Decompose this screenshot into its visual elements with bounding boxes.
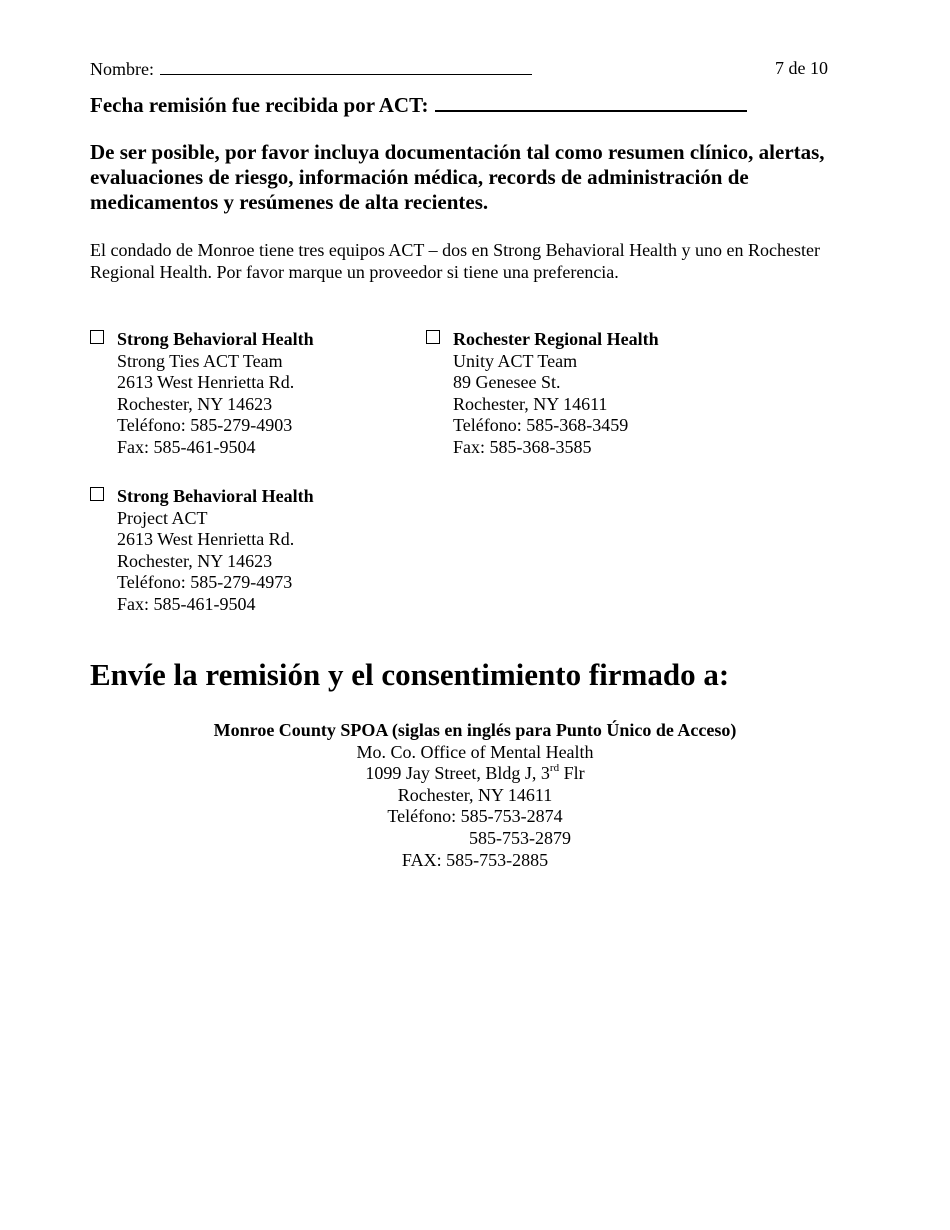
destination-phone-alt: 585-753-2879 [469,827,571,848]
street-text: 1099 Jay Street, Bldg J, 3 [365,763,550,784]
street-superscript: rd [549,762,560,775]
provider-fax: Fax: 585-461-9504 [117,593,256,614]
destination-fax: FAX: 585-753-2885 [401,849,549,870]
street-suffix: Flr [559,763,585,784]
provider-fax: Fax: 585-368-3585 [453,436,592,457]
fecha-input-line[interactable] [435,90,747,112]
fecha-label: Fecha remisión fue recibida por ACT: [90,93,429,117]
provider-city: Rochester, NY 14611 [453,393,608,414]
provider-phone: Teléfono: 585-279-4903 [117,415,293,436]
fecha-field [90,90,747,118]
provider-team: Strong Ties ACT Team [117,350,283,371]
destination-office: Mo. Co. Office of Mental Health [356,741,594,762]
intro-paragraph: El condado de Monroe tiene tres equipos ACT – dos en Strong Behavioral Health y uno en Rochester Regional Health. Por favor marque un proveedor si tiene una preferencia. [90,240,821,282]
destination-phone: Teléfono: 585-753-2874 [387,806,563,827]
checkbox-unity[interactable] [426,330,440,344]
instructions-paragraph: De ser posible, por favor incluya documentación tal como resumen clínico, alertas, evaluaciones de riesgo, información médica, records de administración de medicamentos y resúmenes de alta recientes. [90,140,825,214]
provider-name: Strong Behavioral Health [117,329,314,349]
provider-phone: Teléfono: 585-368-3459 [453,415,629,436]
provider-team: Unity ACT Team [453,350,578,371]
provider-street: 2613 West Henrietta Rd. [117,372,295,393]
provider-city: Rochester, NY 14623 [117,393,273,414]
provider-name: Strong Behavioral Health [117,486,314,506]
destination-city: Rochester, NY 14611 [397,784,553,805]
nombre-input-line[interactable] [160,56,532,75]
provider-name: Rochester Regional Health [453,329,659,349]
provider-street: 89 Genesee St. [453,372,561,393]
checkbox-project-act[interactable] [90,487,104,501]
destination-street [0,763,950,785]
provider-team: Project ACT [117,507,208,528]
provider-street: 2613 West Henrietta Rd. [117,529,295,550]
send-heading: Envíe la remisión y el consentimiento firmado a: [90,657,730,692]
provider-phone: Teléfono: 585-279-4973 [117,572,293,593]
nombre-label: Nombre: [90,59,154,79]
checkbox-strong-ties[interactable] [90,330,104,344]
nombre-field [90,56,532,80]
page-number: 7 de 10 [775,58,828,78]
provider-city: Rochester, NY 14623 [117,550,273,571]
destination-name: Monroe County SPOA (siglas en inglés para Punto Único de Acceso) [213,720,737,740]
provider-fax: Fax: 585-461-9504 [117,436,256,457]
destination-address [0,720,950,871]
